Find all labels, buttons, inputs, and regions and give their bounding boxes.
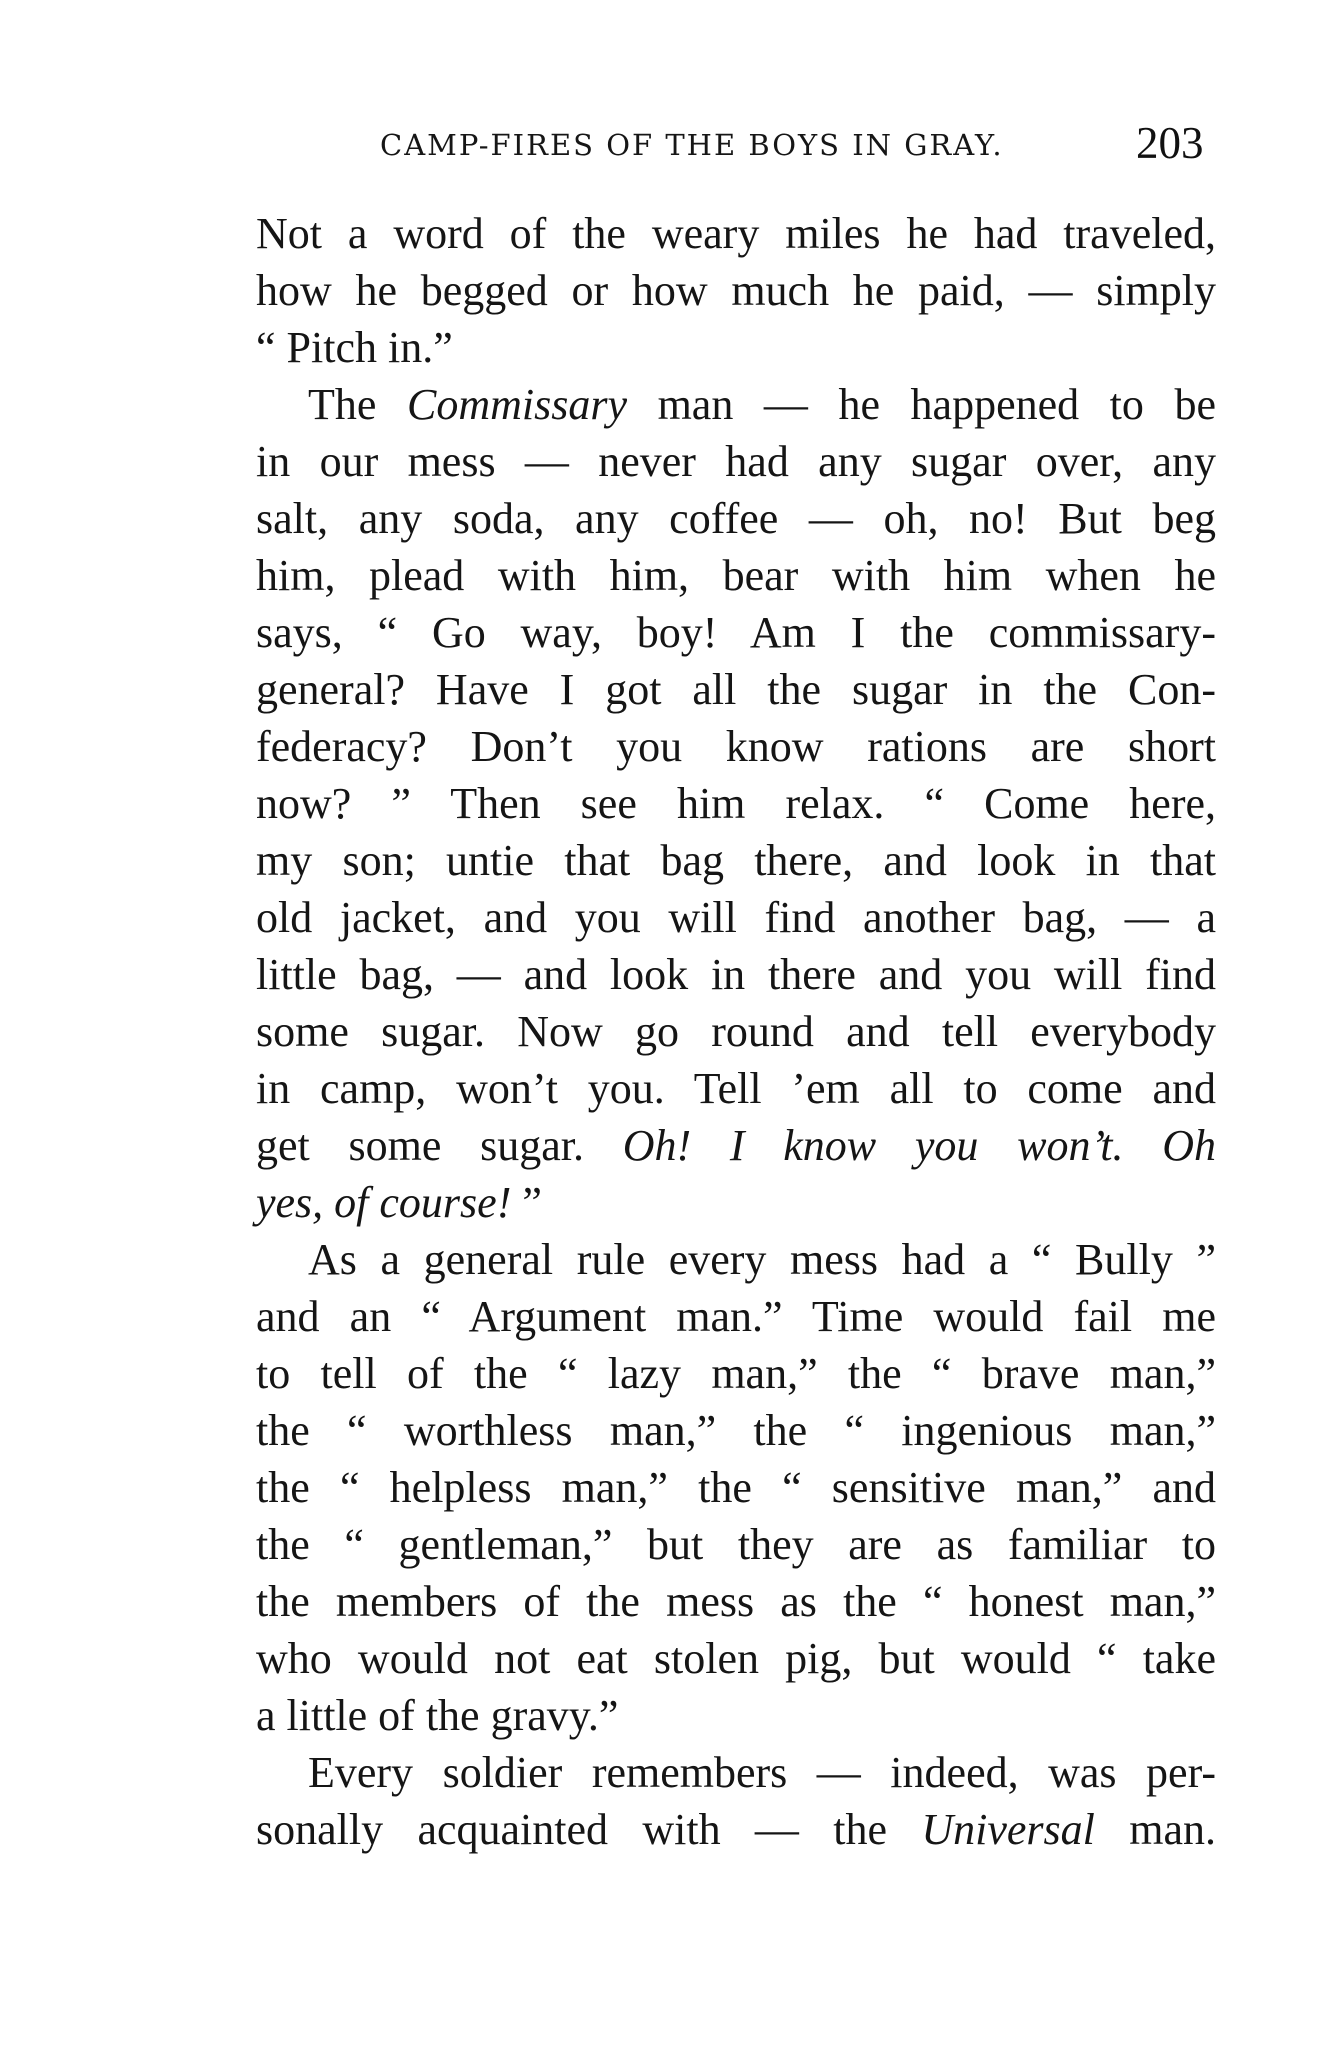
italic-phrase: yes, of course! (256, 1178, 512, 1227)
paragraph-4 (256, 1744, 1216, 1858)
text-line: old jacket, and you will find another bag, — a (256, 893, 1216, 942)
text-line: the “ helpless man,” the “ sensitive man,” and (256, 1463, 1216, 1512)
italic-term: Commissary (406, 380, 627, 429)
text-line: my son; untie that bag there, and look in that (256, 836, 1216, 885)
text-line (256, 1174, 1216, 1231)
text-line: him, plead with him, bear with him when he (256, 551, 1216, 600)
italic-term: Universal (921, 1805, 1095, 1854)
text-segment: get some sugar. (256, 1121, 584, 1170)
text-segment: The (308, 380, 377, 429)
text-line: in camp, won’t you. Tell ’em all to come and (256, 1064, 1216, 1113)
text-line: some sugar. Now go round and tell everybody (256, 1007, 1216, 1056)
text-segment: man. (1129, 1805, 1216, 1854)
text-line: says, “ Go way, boy! Am I the commissary- (256, 608, 1216, 657)
text-line: in our mess — never had any sugar over, any (256, 437, 1216, 486)
text-line: federacy? Don’t you know rations are short (256, 722, 1216, 771)
text-line: a little of the gravy.” (256, 1691, 619, 1740)
running-head: CAMP-FIRES OF THE BOYS IN GRAY. (380, 128, 1004, 162)
text-line: salt, any soda, any coffee — oh, no! But beg (256, 494, 1216, 543)
text-line: the members of the mess as the “ honest man,” (256, 1577, 1216, 1626)
text-line: “ Pitch in.” (256, 323, 453, 372)
text-line: the “ worthless man,” the “ ingenious man,” (256, 1406, 1216, 1455)
text-line: and an “ Argument man.” Time would fail me (256, 1292, 1216, 1341)
text-line (256, 376, 1216, 433)
text-line: Not a word of the weary miles he had traveled, (256, 209, 1216, 258)
text-line (256, 1117, 1216, 1174)
text-line: to tell of the “ lazy man,” the “ brave man,” (256, 1349, 1216, 1398)
text-line: how he begged or how much he paid, — simply (256, 266, 1216, 315)
text-line: the “ gentleman,” but they are as familiar to (256, 1520, 1216, 1569)
text-segment: sonally acquainted with — the (256, 1805, 888, 1854)
paragraph-2 (256, 376, 1216, 1231)
paragraph-3 (256, 1231, 1216, 1744)
paragraph-1 (256, 205, 1216, 376)
text-segment: man — he happened to be (657, 380, 1216, 429)
text-segment: ” (511, 1178, 542, 1227)
italic-phrase: Oh! I know you won’t. Oh (622, 1121, 1216, 1170)
text-line (256, 1801, 1216, 1858)
body-text (256, 205, 1216, 1858)
text-line: Every soldier remembers — indeed, was per- (308, 1748, 1216, 1797)
text-line: general? Have I got all the sugar in the Con- (256, 665, 1216, 714)
text-line: who would not eat stolen pig, but would “ take (256, 1634, 1216, 1683)
text-line: now? ” Then see him relax. “ Come here, (256, 779, 1216, 828)
page-number: 203 (1136, 118, 1204, 168)
text-line: little bag, — and look in there and you will find (256, 950, 1216, 999)
text-line: As a general rule every mess had a “ Bully ” (308, 1235, 1216, 1284)
